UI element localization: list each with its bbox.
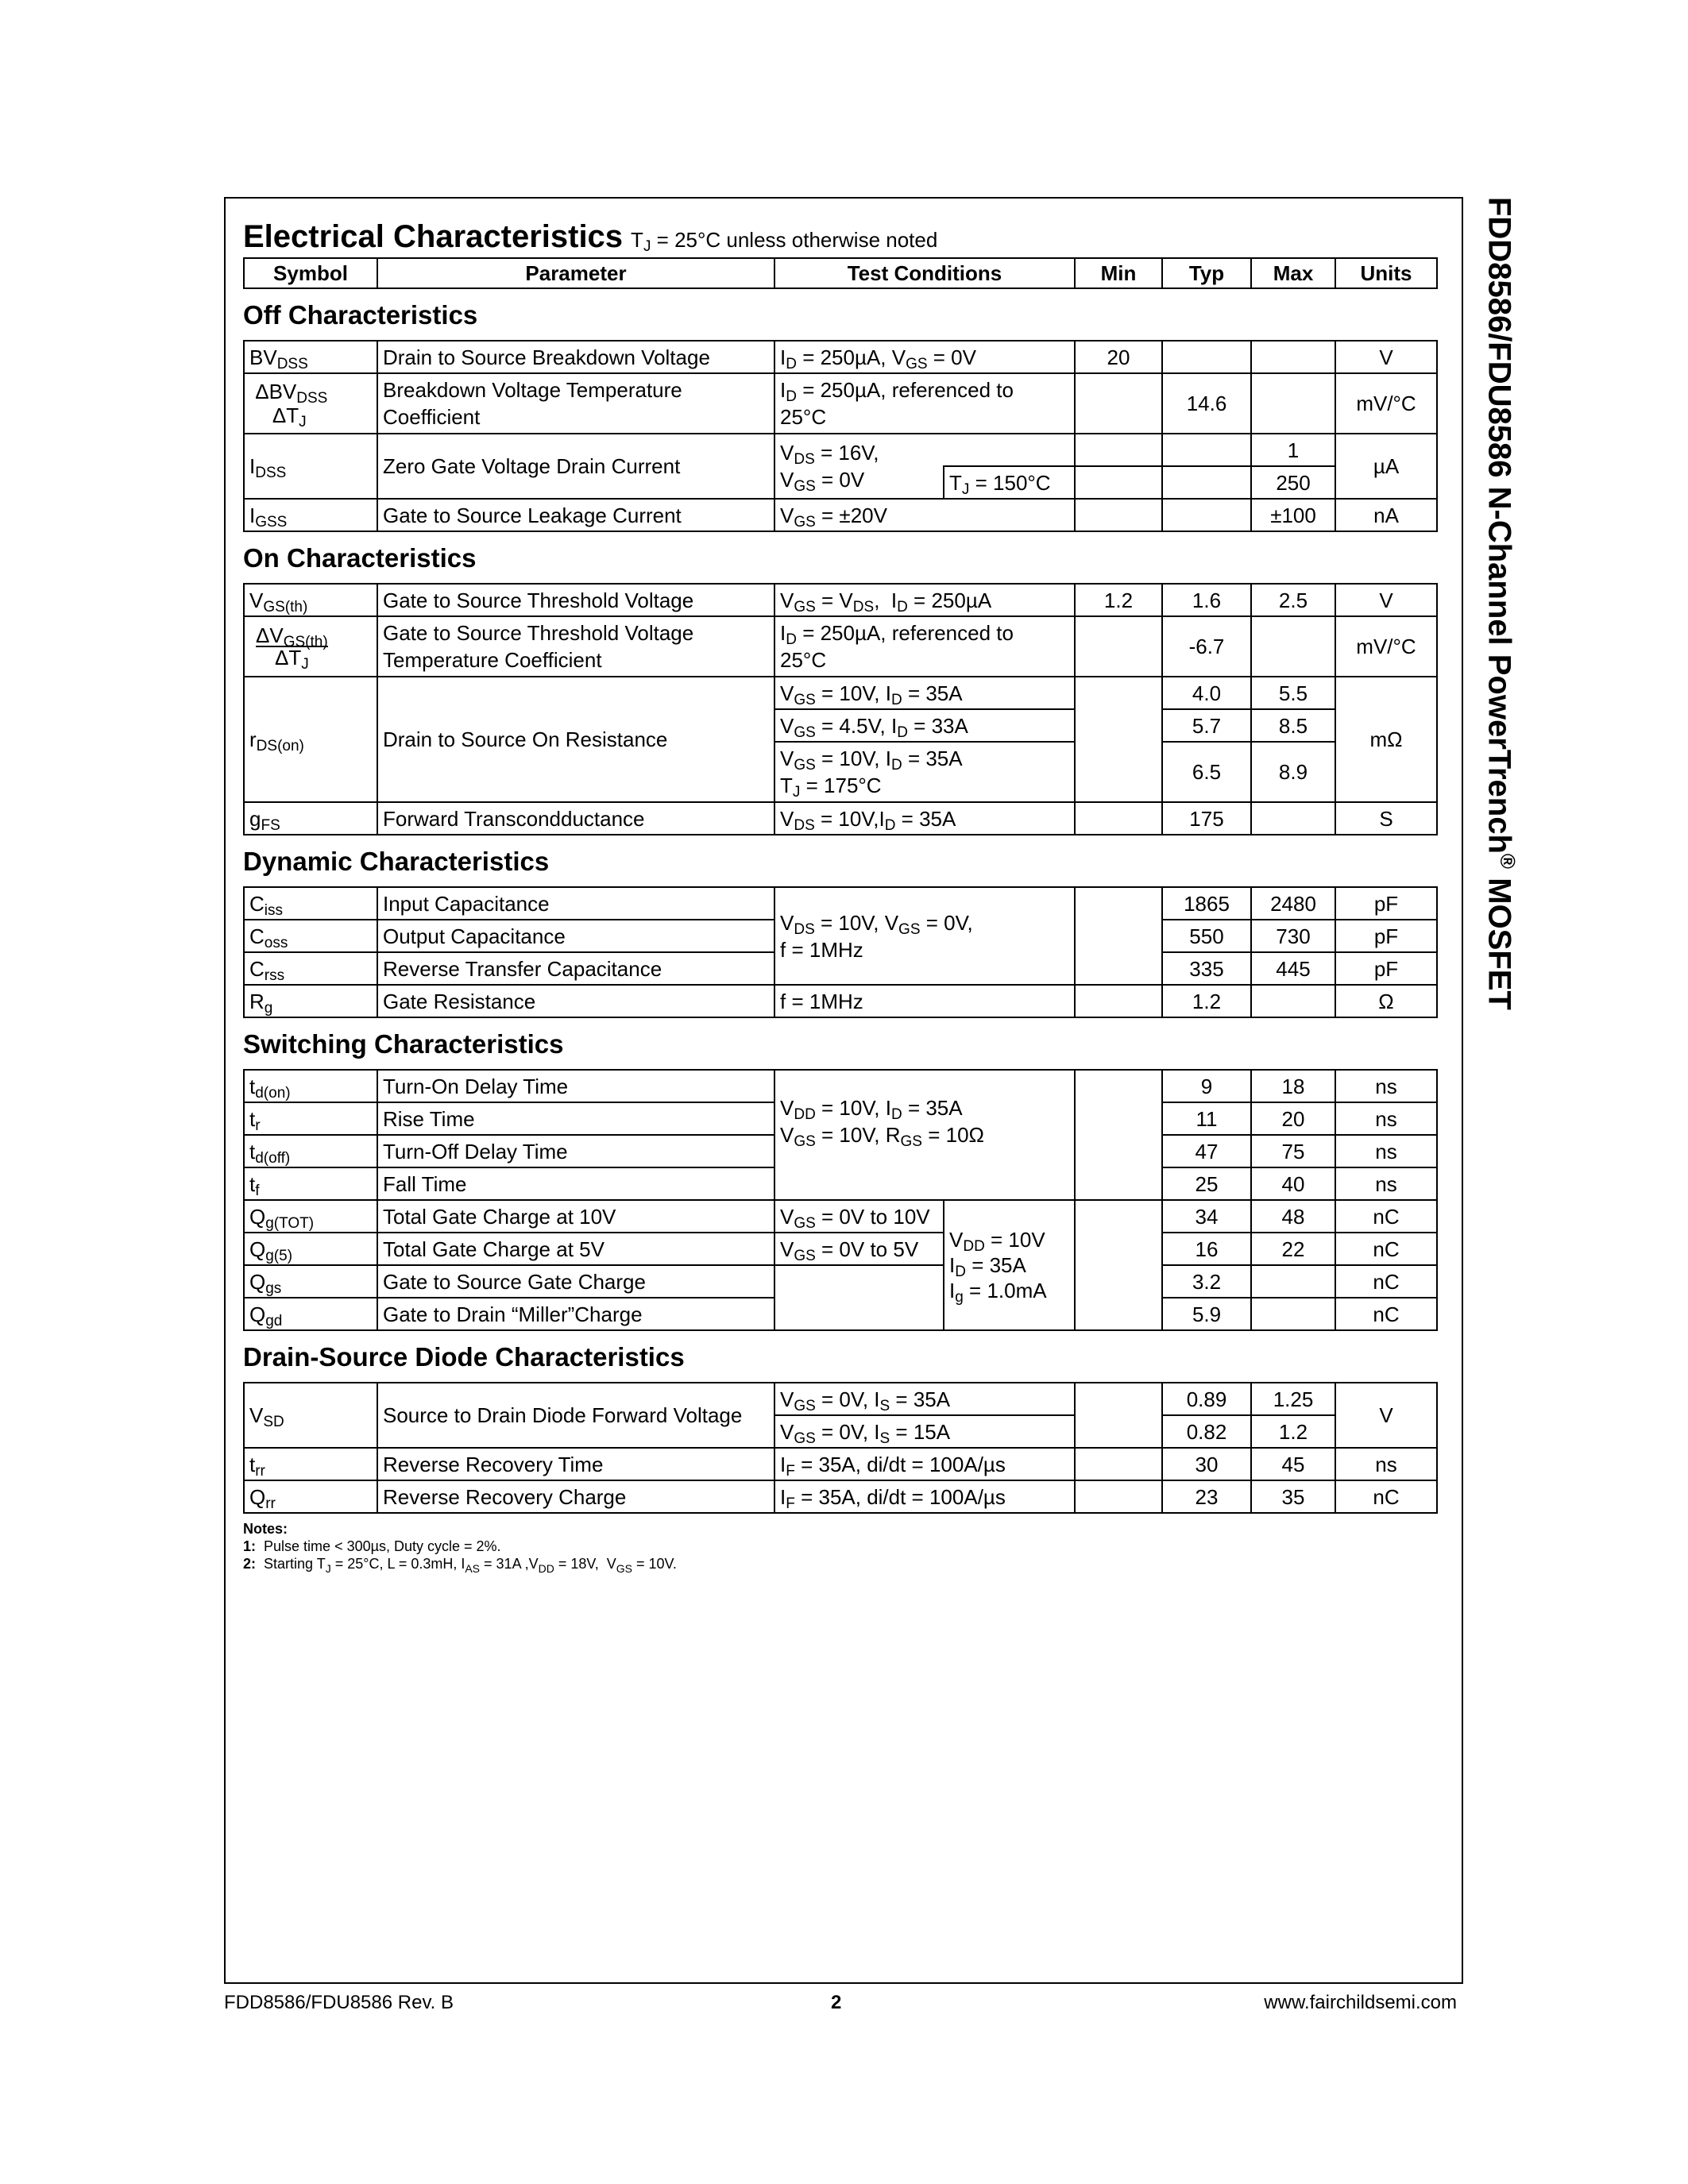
dynamic-table [243,886,1438,1018]
table-row: $V_{SD}$ Source to Drain Diode Forward Voltage $V_{GS} = 0V$, $I_S = 35A$ 0.89 1.25 V [244,1383,1437,1415]
side-title: FDD8586/FDU8586 N-Channel PowerTrench® MOSFET [1481,197,1520,1010]
content [243,216,1443,1575]
header-symbol: Symbol [244,258,377,288]
on-table: $V_{GS(th)}$ Gate to Source Threshold Voltage $V_{GS} = V_{DS}$, $I_D = 250\mu A$ 1.2 1.6 2.5 V $\frac{\Delta V_{GS(th)}}{\Delta T_J}$ Gate to Source Threshold Voltage Temperature Coefficient $I_D = 250\mu A$, referenced to 25°C -6.7 mV/°C $r_{DS(on)}$ Drain to Source On Resistance $V_{GS} = 10V$, $I_D = 35A$ 4.0 5.5 mΩ $V_{GS} = 4.5V$, $I_D = 33A$ 5.7 8.5 $V_{GS} = 10V$, $I_D = 35A$ $T_J = 175^\circ C$ 6.5 8.9 $g_{FS}$ Forward Transcondductance $V_{DS} = 10V,I_D = 35A$ 175 S [243,583,1438,835]
header-max: Max [1251,258,1335,288]
table-row: $t_r$ Rise Time 11 20 ns [244,1102,1437,1135]
table-row: $BV_{DSS}$ Drain to Source Breakdown Voltage $I_D = 250\mu A$, $V_{GS} = 0V$ 20 V [244,341,1437,373]
section-dynamic: Dynamic Characteristics [243,847,550,876]
header-test-conditions: Test Conditions [774,258,1075,288]
table-row: $t_{rr}$ Reverse Recovery Time $I_F = 35A$, di/dt = 100A/µs 30 45 ns [244,1448,1437,1480]
switching-table [243,1069,1438,1331]
table-row: $Q_{rr}$ Reverse Recovery Charge $I_F = 35A$, di/dt = 100A/µs 23 35 nC [244,1480,1437,1513]
table-row: $C_{rss}$ Reverse Transfer Capacitance 335 445 pF [244,952,1437,985]
table-row: $t_f$ Fall Time 25 40 ns [244,1167,1437,1200]
table-row: $Q_{gs}$ Gate to Source Gate Charge 3.2 nC [244,1265,1437,1298]
header-parameter: Parameter [377,258,774,288]
table-row: $C_{oss}$ Output Capacitance 550 730 pF [244,920,1437,952]
table-row: $Q_{g(5)}$ Total Gate Charge at 5V $V_{GS} = 0V$ to 5V 16 22 nC [244,1233,1437,1265]
page-title: Electrical Characteristics $T_J = 25^\circ C$ unless otherwise noted [243,219,938,255]
diode-table: $V_{SD}$ Source to Drain Diode Forward Voltage $V_{GS} = 0V$, $I_S = 35A$ 0.89 1.25 V $V_{GS} = 0V$, $I_S = 15A$ 0.82 1.2 $t_{rr}$ Reverse Recovery Time $I_F = 35A$, di/dt = 100A/µs 30 45 ns $Q_{rr}$ Reverse Recovery Charge $I_F = 35A$, di/dt = 100A/µs 23 35 nC [243,1382,1438,1514]
table-row: $r_{DS(on)}$ Drain to Source On Resistance $V_{GS} = 10V$, $I_D = 35A$ 4.0 5.5 mΩ [244,677,1437,709]
table-row: $V_{GS(th)}$ Gate to Source Threshold Voltage $V_{GS} = V_{DS}$, $I_D = 250\mu A$ 1.2 1.6 2.5 V [244,584,1437,616]
footer-website[interactable]: www.fairchildsemi.com [1264,1992,1457,2013]
header-table [243,257,1438,289]
section-diode: Drain-Source Diode Characteristics [243,1342,685,1372]
table-row: $Q_{g(TOT)}$ Total Gate Charge at 10V $V_{GS} = 0V$ to 10V $V_{DD} = 10V$ $I_D = 35A$ $I_g = 1.0mA$ 34 48 nC [244,1200,1437,1233]
table-row: $I_{DSS}$ Zero Gate Voltage Drain Current $V_{DS} = 16V$, $V_{GS} = 0V$ 1 µA [244,434,1437,466]
footer-page-number: 2 [831,1992,842,2013]
footer-doc-id: FDD8586/FDU8586 Rev. B [224,1992,454,2013]
section-on: On Characteristics [243,543,477,573]
off-table: $BV_{DSS}$ Drain to Source Breakdown Voltage $I_D = 250\mu A$, $V_{GS} = 0V$ 20 V $\Delta BV_{DSS}$ $\Delta T_J$ Breakdown Voltage Temperature Coefficient $I_D = 250\mu A$, referenced to 25°C 14.6 mV/°C $I_{DSS}$ Zero Gate Voltage Drain Current $V_{DS} = 16V$, $V_{GS} = 0V$ 1 µA $T_J = 150^\circ C$ 250 $I_{GSS}$ Gate to Source Leakage Current $V_{GS} = \pm 20V$ ±100 nA [243,340,1438,532]
table-row: $\frac{\Delta V_{GS(th)}}{\Delta T_J}$ Gate to Source Threshold Voltage Temperature Coefficient $I_D = 250\mu A$, referenced to 25°C -6.7 mV/°C [244,616,1437,677]
table-row: $I_{GSS}$ Gate to Source Leakage Current $V_{GS} = \pm 20V$ ±100 nA [244,499,1437,531]
header-units: Units [1335,258,1437,288]
table-row: $R_g$ Gate Resistance f = 1MHz 1.2 Ω [244,985,1437,1017]
table-row: $g_{FS}$ Forward Transcondductance $V_{DS} = 10V,I_D = 35A$ 175 S [244,802,1437,835]
table-row: $Q_{gd}$ Gate to Drain “Miller”Charge 5.9 nC [244,1298,1437,1330]
table-row: $t_{d(on)}$ Turn-On Delay Time $V_{DD} = 10V$, $I_D = 35A$ $V_{GS} = 10V$, $R_{GS} = 10\Omega$ 9 18 ns [244,1070,1437,1102]
table-row: $\Delta BV_{DSS}$ $\Delta T_J$ Breakdown Voltage Temperature Coefficient $I_D = 250\mu A$, referenced to 25°C 14.6 mV/°C [244,373,1437,434]
header-min: Min [1075,258,1162,288]
table-row: $C_{iss}$ Input Capacitance $V_{DS} = 10V$, $V_{GS} = 0V$, f = 1MHz 1865 2480 pF [244,887,1437,920]
section-switching: Switching Characteristics [243,1029,564,1059]
notes: Notes: 1: Pulse time < 300µs, Duty cycle = 2%. 2: Starting $T_J = 25^\circ C$, L = 0.3mH, $I_{AS} = 31A$ $,V_{DD} = 18V$, $V_{GS} = 10V$. [243,1521,677,1575]
table-row: $t_{d(off)}$ Turn-Off Delay Time 47 75 ns [244,1135,1437,1167]
section-off: Off Characteristics [243,300,478,330]
header-typ: Typ [1162,258,1251,288]
